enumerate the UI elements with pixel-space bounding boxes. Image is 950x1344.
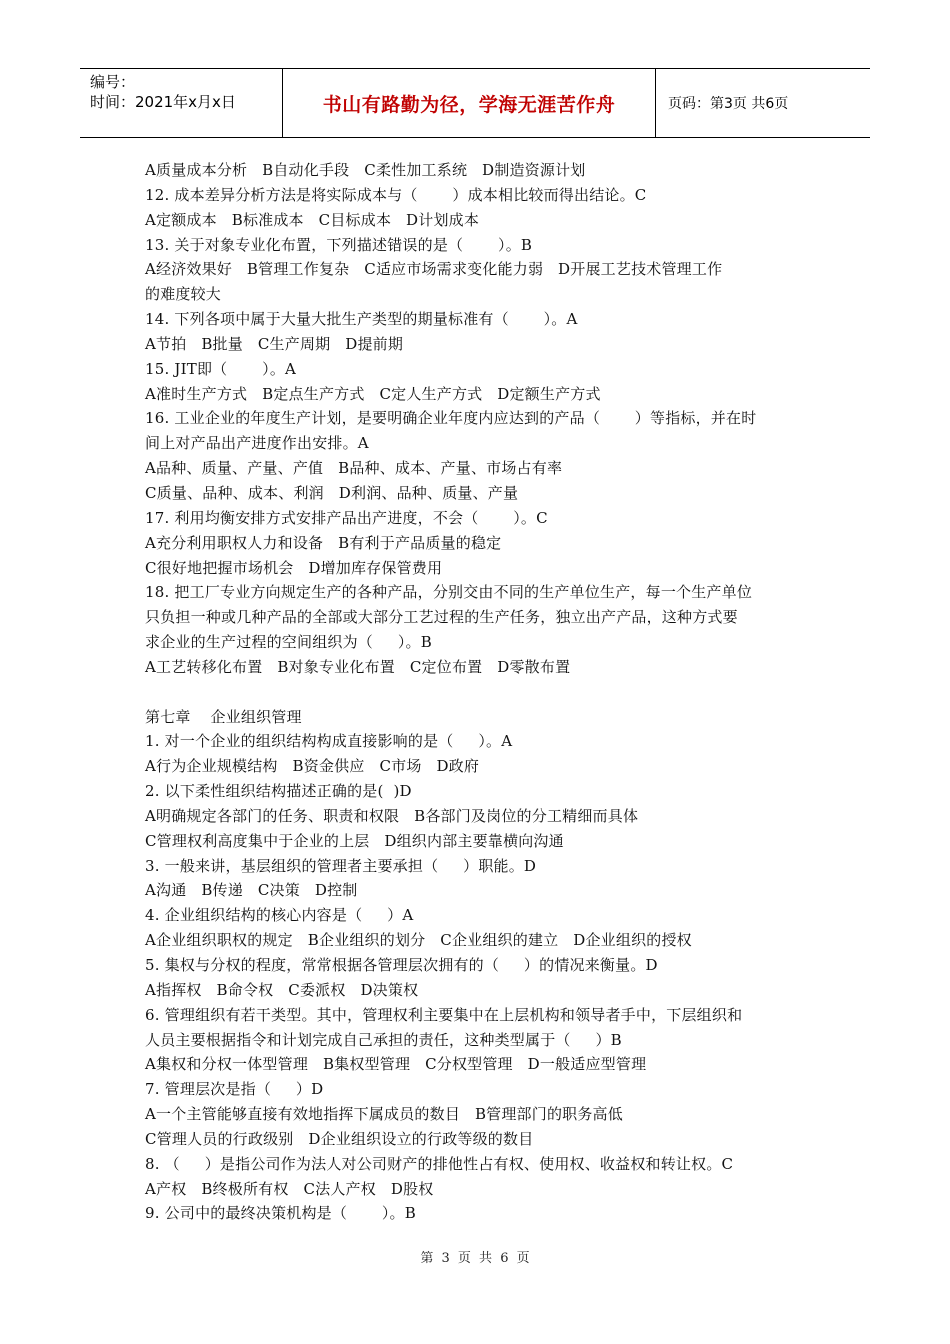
text-line: C管理人员的行政级别 D企业组织设立的行政等级的数目 <box>145 1129 534 1148</box>
text-line: 5. 集权与分权的程度，常常根据各管理层次拥有的（ ）的情况来衡量。D <box>145 956 658 974</box>
text-line: C管理权利高度集中于企业的上层 D组织内部主要靠横向沟通 <box>145 831 564 850</box>
text-line: 4. 企业组织结构的核心内容是（ ）A <box>145 906 414 925</box>
text-line: A一个主管能够直接有效地指挥下属成员的数目 B管理部门的职务高低 <box>145 1105 623 1124</box>
text-line: 只负担一种或几种产品的全部或大部分工艺过程的生产任务，独立出产产品，这种方式要 <box>145 608 738 627</box>
text-line: A充分利用职权人力和设备 B有利于产品质量的稳定 <box>145 533 502 552</box>
text-line: 求企业的生产过程的空间组织为（ ）。B <box>145 633 432 652</box>
header-page-cell <box>656 69 870 137</box>
document-body <box>145 158 810 1226</box>
page-info: 页码：第3页 共6页 <box>668 96 789 112</box>
blank-line <box>145 680 810 705</box>
text-line: A企业组织职权的规定 B企业组织的划分 C企业组织的建立 D企业组织的授权 <box>145 931 692 950</box>
text-line: 1. 对一个企业的组织结构构成直接影响的是（ ）。A <box>145 732 513 751</box>
text-line: 16. 工业企业的年度生产计划，是要明确企业年度内应达到的产品（ ）等指标，并在时 <box>145 409 757 428</box>
text-line: 6. 管理组织有若干类型。其中，管理权利主要集中在上层机构和领导者手中，下层组织和 <box>145 1005 743 1024</box>
code-label: 编号： <box>90 73 136 91</box>
page-footer: 第 3 页 共 6 页 <box>420 1251 530 1266</box>
text-line: 7. 管理层次是指（ ）D <box>145 1080 324 1099</box>
text-line: A指挥权 B命令权 C委派权 D决策权 <box>145 980 419 999</box>
text-line: 8. （ ）是指公司作为法人对公司财产的排他性占有权、使用权、收益权和转让权。C <box>145 1154 734 1173</box>
header-motto-cell <box>283 69 656 137</box>
text-line: 第七章 企业组织管理 <box>145 707 302 726</box>
text-line: A行为企业规模结构 B资金供应 C市场 D政府 <box>145 757 480 776</box>
text-line: C很好地把握市场机会 D增加库存保管费用 <box>145 558 443 577</box>
text-line: 间上对产品出产进度作出安排。A <box>145 434 369 453</box>
text-line: A明确规定各部门的任务、职责和权限 B各部门及岗位的分工精细而具体 <box>145 806 639 825</box>
text-line: A节拍 B批量 C生产周期 D提前期 <box>145 334 404 353</box>
document-header <box>80 68 870 138</box>
text-line: 2. 以下柔性组织结构描述正确的是( )D <box>145 782 412 801</box>
motto-text: 书山有路勤为径，学海无涯苦作舟 <box>322 94 616 116</box>
text-line: 13. 关于对象专业化布置，下列描述错误的是（ ）。B <box>145 235 533 254</box>
header-meta-cell <box>80 69 283 137</box>
text-line: A品种、质量、产量、产值 B品种、成本、产量、市场占有率 <box>145 459 563 478</box>
text-line: A沟通 B传递 C决策 D控制 <box>145 881 358 900</box>
text-line: A产权 B终极所有权 C法人产权 D股权 <box>145 1179 434 1198</box>
text-line: 12. 成本差异分析方法是将实际成本与（ ）成本相比较而得出结论。C <box>145 185 647 204</box>
text-line: 15. JIT即（ ）。A <box>145 359 297 378</box>
text-line: A工艺转移化布置 B对象专业化布置 C定位布置 D零散布置 <box>145 657 571 676</box>
text-line: 9. 公司中的最终决策机构是（ ）。B <box>145 1204 416 1223</box>
text-line: A质量成本分析 B自动化手段 C柔性加工系统 D制造资源计划 <box>145 161 586 179</box>
text-line: A集权和分权一体型管理 B集权型管理 C分权型管理 D一般适应型管理 <box>145 1055 647 1074</box>
text-line: A准时生产方式 B定点生产方式 C定人生产方式 D定额生产方式 <box>145 384 601 403</box>
text-line: A经济效果好 B管理工作复杂 C适应市场需求变化能力弱 D开展工艺技术管理工作 <box>145 260 723 279</box>
text-line: 3. 一般来讲，基层组织的管理者主要承担（ ）职能。D <box>145 856 537 875</box>
time-label: 时间：2021年x月x日 <box>90 93 236 111</box>
text-line: C质量、品种、成本、利润 D利润、品种、质量、产量 <box>145 483 519 502</box>
text-line: 人员主要根据指令和计划完成自己承担的责任，这种类型属于（ ）B <box>145 1030 622 1049</box>
text-line: 的难度较大 <box>145 285 222 304</box>
text-line: 18. 把工厂专业方向规定生产的各种产品，分别交由不同的生产单位生产，每一个生产单位 <box>145 583 753 602</box>
text-line: A定额成本 B标准成本 C目标成本 D计划成本 <box>145 210 480 229</box>
text-line: 14. 下列各项中属于大量大批生产类型的期量标准有（ ）。A <box>145 310 578 329</box>
text-line: 17. 利用均衡安排方式安排产品出产进度，不会（ ）。C <box>145 508 548 527</box>
